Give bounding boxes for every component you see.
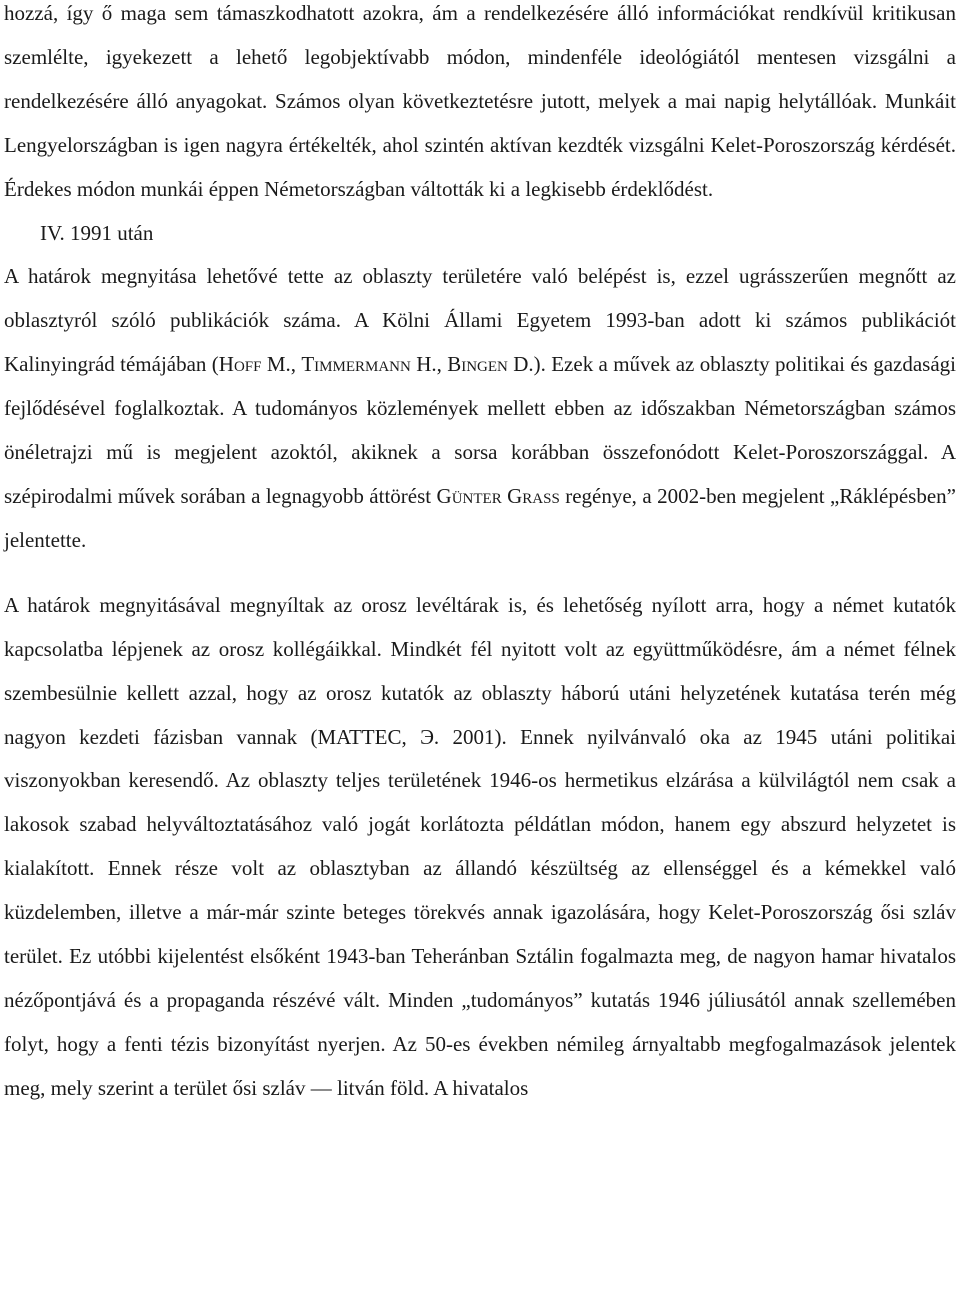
section-number: IV.: [40, 220, 65, 245]
paragraph-2-text-1: A határok megnyitása lehetővé tette az oblaszty területére való belépést is, ezzel ugrásszerűen megnőtt az oblasztyról szóló publikációk száma. A Kölni Állami Egyetem 1993-ban adott ki számos publikációt Kalinyingrád témájában (: [4, 264, 956, 377]
paragraph-2-text-2: M.,: [261, 352, 302, 377]
paragraph-3: A határok megnyitásával megnyíltak az orosz levéltárak is, és lehetőség nyílott arra, hogy a német kutatók kapcsolatba lépjenek az orosz kollégáikkal. Mindkét fél nyitott volt az együttműködésre, ám a német félnek szembesülnie kellett azzal, hogy az orosz kutatók az oblaszty háború utáni helyzetének kutatása terén még nagyon kezdeti fázisban vannak (MATTEC, Э. 2001). Ennek nyilvánvaló oka az 1945 utáni politikai viszonyokban keresendő. Az oblaszty teljes területének 1946-os hermetikus elzárása a külvilágtól nem csak a lakosok szabad helyváltoztatásához való jogát korlátozta példátlan módon, hanem egy abszurd helyzetet is kialakított. Ennek része volt az oblasztyban az állandó készültség az ellenséggel és a kémekkel való küzdelemben, illetve a már-már szinte beteges törekvés annak igazolására, hogy Kelet-Poroszország ősi szláv terület. Ez utóbbi kijelentést elsőként 1943-ban Teheránban Sztálin fogalmazta meg, de nagyon hamar hivatalos nézőpontjává és a propaganda részévé vált. Minden „tudományos” kutatás 1946 júliusától annak szellemében folyt, hogy a fenti tézis bizonyítást nyerjen. Az 50-es években némileg árnyaltabb megfogalmazások jelentek meg, mely szerint a terület ősi szláv — litván föld. A hivatalos: [4, 592, 956, 1100]
paragraph-2-text-3: H.,: [410, 352, 448, 377]
author-grass: Günter Grass: [436, 483, 560, 508]
author-bingen: Bingen: [447, 352, 508, 377]
paragraph-2: [4, 255, 956, 562]
document-page: [4, 0, 956, 1111]
author-timmermann: Timmermann: [301, 352, 411, 377]
paragraph-1: hozzá, így ő maga sem támaszkodhatott azokra, ám a rendelkezésére álló információkat rendkívül kritikusan szemlélte, igyekezett a lehető legobjektívabb módon, mindenféle ideológiától mentesen vizsgálni a rendelkezésére álló anyagokat. Számos olyan következtetésre jutott, melyek a mai napig helytállóak. Munkáit Lengyelországban is igen nagyra értékelték, ahol szintén aktívan kezdték vizsgálni Kelet-Poroszország kérdését. Érdekes módon munkái éppen Németországban váltották ki a legkisebb érdeklődést.: [4, 1, 956, 201]
section-heading: [4, 212, 956, 256]
author-hoff: Hoff: [218, 352, 262, 377]
section-title: 1991 után: [69, 220, 154, 245]
paragraph-2-text-4: D.). Ezek a művek az oblaszty politikai és gazdasági fejlődésével foglalkoztak. A tudományos közlemények mellett ebben az időszakban Németországban számos önéletrajzi mű is megjelent azoktól, akiknek a sorsa korábban összefonódott Kelet-Poroszországgal. A szépirodalmi művek sorában a legnagyobb áttörést: [4, 352, 956, 508]
paragraph-2-text-5: regénye, a 2002-ben megjelent „Ráklépésben” jelentette.: [4, 483, 956, 552]
